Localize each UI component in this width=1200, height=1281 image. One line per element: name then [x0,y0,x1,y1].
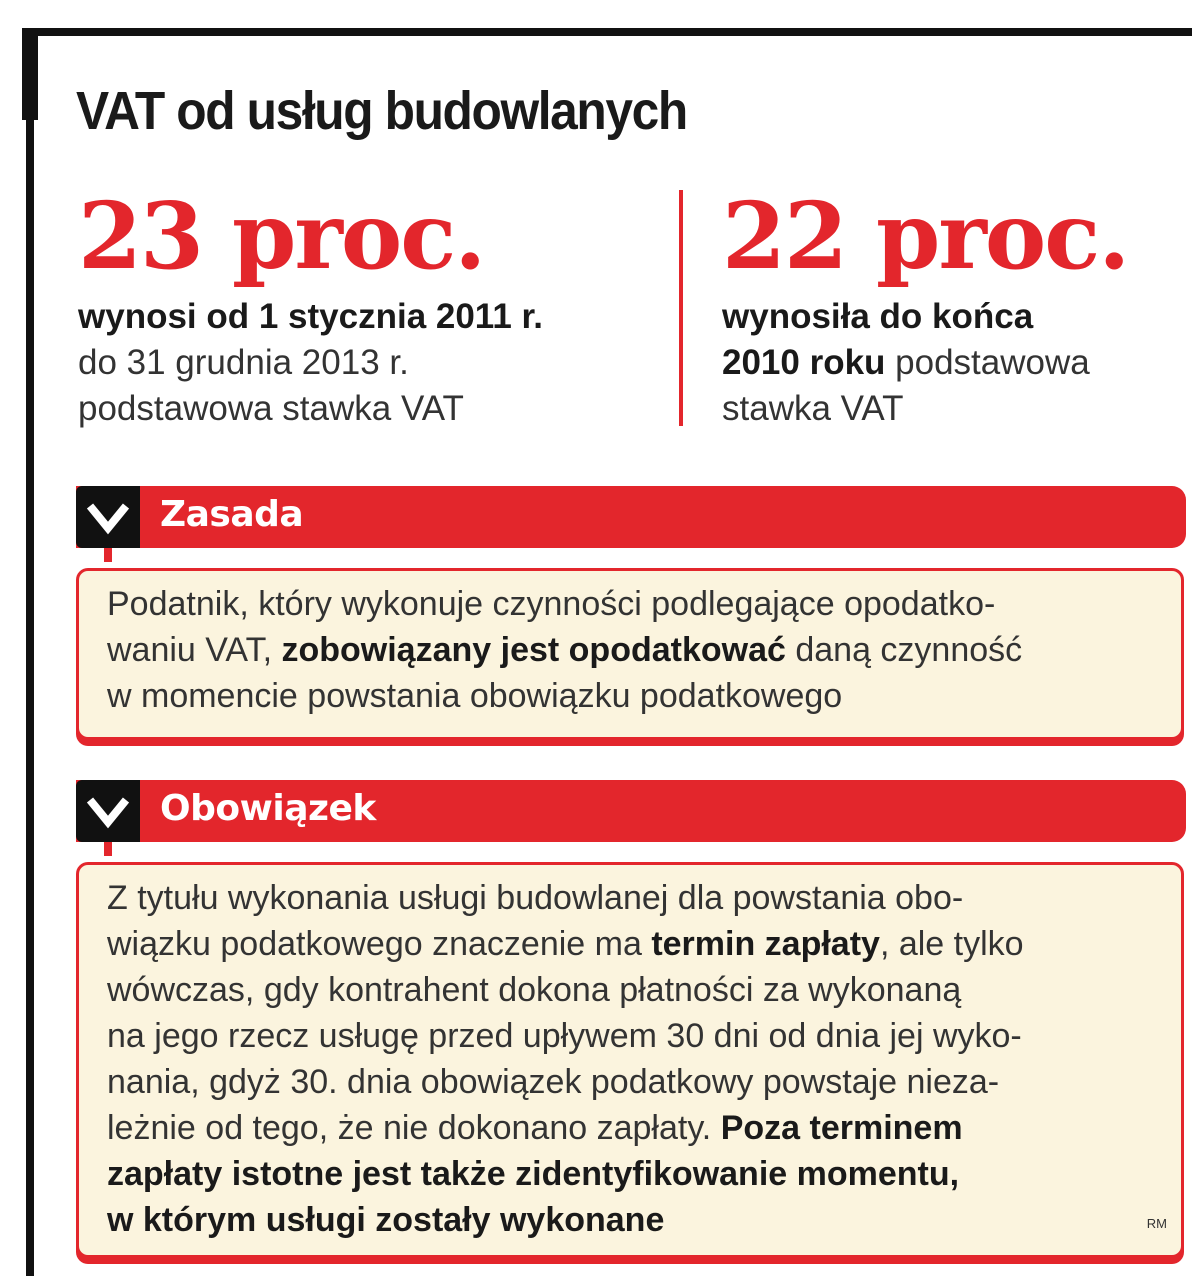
body-line [107,673,1155,719]
section-text-obowiazek [107,875,1155,1243]
body-text: leżnie od tego, że nie dokonano zapłaty. [107,1109,721,1147]
body-line [107,967,1155,1013]
section-body-obowiazek [76,862,1184,1258]
body-line [107,1013,1155,1059]
page-title: VAT od usług budowlanych [76,81,687,141]
stat-current-description [78,294,658,432]
chevron-down-icon [76,486,140,548]
section-header-obowiazek [76,780,1186,842]
connector-stem [104,842,112,856]
section-header-zasada [76,486,1186,548]
body-text: na jego rzecz usługę przed upływem 30 dni od dnia jej wyko- [107,1017,1022,1055]
section-label-obowiazek: Obowiązek [160,788,376,829]
emphasis-text: w którym usługi zostały wykonane [107,1201,665,1239]
body-text: wówczas, gdy kontrahent dokona płatności za wykonaną [107,971,962,1009]
body-line [107,875,1155,921]
stat-previous-rate [722,182,1192,432]
body-text: w momencie powstania obowiązku podatkowego [107,677,843,715]
chevron-down-icon [76,780,140,842]
emphasis-text: Poza terminem [720,1109,963,1147]
stat-previous-value: 22 proc. [722,182,1129,290]
stat-current-line-1: wynosi od 1 stycznia 2011 r. [78,297,543,336]
author-credit: RM [1146,1216,1167,1231]
section-text-zasada [107,581,1155,719]
body-line [107,921,1155,967]
stat-current-value: 23 proc. [78,182,485,290]
emphasis-text: zapłaty istotne jest także zidentyfikowanie momentu, [107,1155,960,1193]
section-label-zasada: Zasada [160,494,304,535]
body-line [107,581,1155,627]
stat-previous-line-3: stawka VAT [722,389,904,428]
emphasis-text: zobowiązany jest opodatkować [281,631,786,669]
stat-previous-line-1: wynosiła do końca [722,297,1034,336]
body-text: waniu VAT, [107,631,282,669]
stat-previous-description [722,294,1192,432]
body-text: Z tytułu wykonania usługi budowlanej dla powstania obo- [107,879,964,917]
body-text: wiązku podatkowego znaczenie ma [107,925,652,963]
stat-current-rate [78,182,658,432]
body-text: Podatnik, który wykonuje czynności podlegające opodatko- [107,585,996,623]
body-text: daną czynność [785,631,1023,669]
frame-top-rule [26,28,1192,36]
stat-current-line-2: do 31 grudnia 2013 r. [78,343,409,382]
body-line [107,1151,1155,1197]
body-text: , ale tylko [879,925,1024,963]
body-line [107,1059,1155,1105]
body-text: nania, gdyż 30. dnia obowiązek podatkowy powstaje nieza- [107,1063,1000,1101]
stat-divider [679,190,683,426]
stat-previous-line-2-bold: 2010 roku [722,343,886,382]
stat-current-line-3: podstawowa stawka VAT [78,389,464,428]
frame-left-rule [26,36,34,1276]
body-line [107,1197,1155,1243]
body-line [107,627,1155,673]
section-body-zasada [76,568,1184,740]
emphasis-text: termin zapłaty [651,925,880,963]
connector-stem [104,548,112,562]
body-line [107,1105,1155,1151]
stat-previous-line-2-rest: podstawowa [885,343,1090,382]
